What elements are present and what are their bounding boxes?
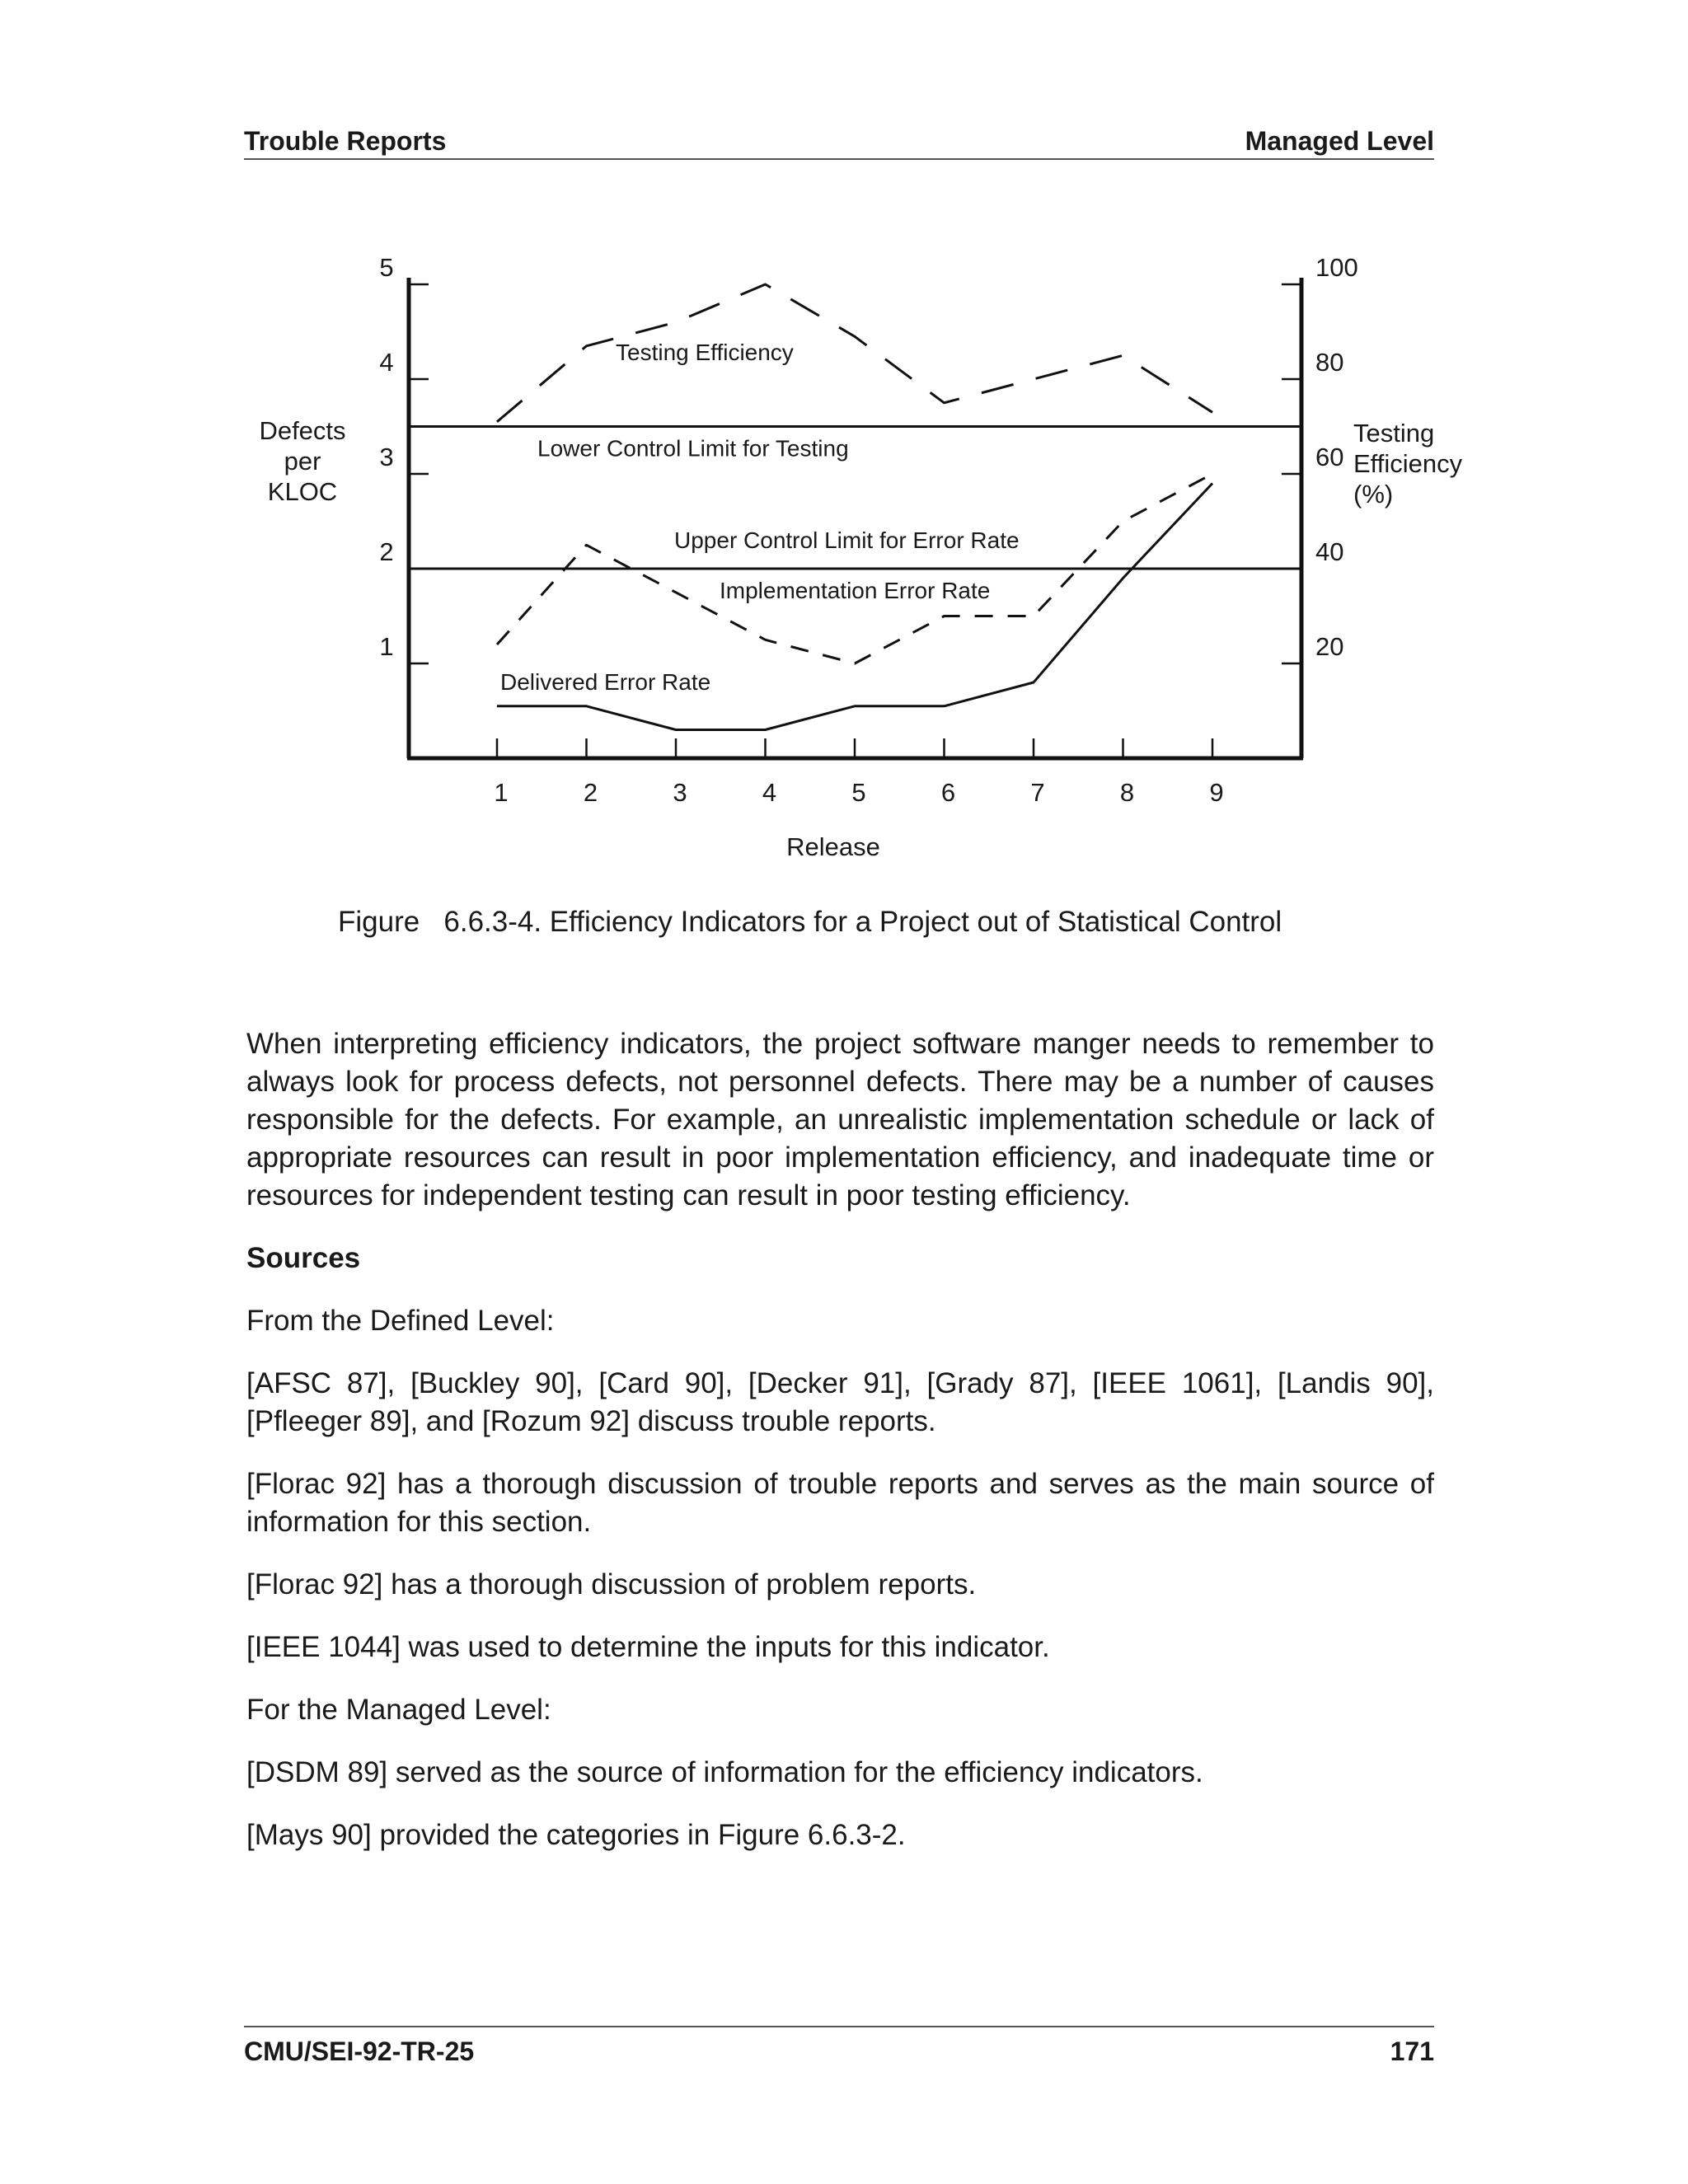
x-tick-label: 6 xyxy=(940,778,956,807)
figure-caption: Figure 6.6.3-4. Efficiency Indicators for a Project out of Statistical Control xyxy=(338,906,1282,938)
x-tick-label: 4 xyxy=(762,778,777,807)
implementation-error-rate-label: Implementation Error Rate xyxy=(720,578,991,603)
y-tick-label-left: 5 xyxy=(379,253,394,282)
page-number: 171 xyxy=(1390,2036,1434,2066)
x-tick-label: 2 xyxy=(583,778,598,807)
defined-level-label: From the Defined Level: xyxy=(246,1305,555,1337)
upper-control-limit-label: Upper Control Limit for Error Rate xyxy=(674,527,1020,553)
chart-labels xyxy=(259,253,1462,861)
y-tick-label-right: 20 xyxy=(1315,632,1344,661)
y-axis-title-left-line: KLOC xyxy=(267,477,338,506)
x-tick-label: 1 xyxy=(494,778,509,807)
page-header xyxy=(244,124,1434,160)
report-number: CMU/SEI-92-TR-25 xyxy=(244,2036,475,2066)
reference-paragraph: [IEEE 1044] was used to determine the inputs for this indicator. xyxy=(246,1631,1050,1663)
y-axis-title-right-line: (%) xyxy=(1353,480,1394,509)
x-tick-label: 8 xyxy=(1119,778,1135,807)
y-tick-label-right: 40 xyxy=(1315,537,1344,566)
header-section-title: Trouble Reports xyxy=(244,126,447,156)
reference-paragraph: [AFSC 87], [Buckley 90], [Card 90], [Decker 91], [Grady 87], [IEEE 1061], [Landis 90], [Pfleeger 89], and [Rozum 92] discuss trouble reports. xyxy=(246,1367,1434,1437)
y-axis-title-right-line: Efficiency xyxy=(1353,449,1463,478)
reference-paragraph: [DSDM 89] served as the source of information for the efficiency indicators. xyxy=(246,1756,1203,1788)
body-text xyxy=(246,1025,1434,1879)
y-axis-title-left-line: per xyxy=(284,447,321,476)
y-axis-title-right-line: Testing xyxy=(1353,419,1435,448)
y-tick-label-left: 1 xyxy=(379,632,394,661)
y-axis-title-left-line: Defects xyxy=(259,416,346,445)
testing-efficiency-label: Testing Efficiency xyxy=(616,340,794,365)
x-tick-label: 7 xyxy=(1030,778,1045,807)
testing-efficiency-line xyxy=(497,284,1212,422)
y-tick-label-left: 2 xyxy=(379,537,394,566)
x-axis-title: Release xyxy=(786,832,880,861)
paragraph-interpretation: When interpreting efficiency indicators, the project software manger needs to remember to always look for process defects, not personnel defects. There may be a number of causes responsible for the defects. For example, an unrealistic implementation schedule or lack of appropriate resources can result in poor implementation efficiency, and inadequate time or resources for independent testing can result in poor testing efficiency. xyxy=(246,1028,1434,1212)
y-tick-label-right: 80 xyxy=(1315,348,1344,377)
managed-level-label: For the Managed Level: xyxy=(246,1694,551,1726)
x-tick-label: 3 xyxy=(673,778,687,807)
page-footer xyxy=(244,2026,1434,2085)
reference-paragraph: [Florac 92] has a thorough discussion of trouble reports and serves as the main source of information for this section. xyxy=(246,1468,1434,1538)
chart-series xyxy=(497,284,1212,730)
efficiency-chart xyxy=(244,247,1480,882)
delivered-error-rate-label: Delivered Error Rate xyxy=(500,669,711,695)
x-tick-label: 5 xyxy=(851,778,866,807)
header-level-title: Managed Level xyxy=(1245,126,1434,156)
y-tick-label-right: 60 xyxy=(1315,443,1344,471)
x-tick-label: 9 xyxy=(1209,778,1224,807)
lower-control-limit-label: Lower Control Limit for Testing xyxy=(537,435,849,462)
y-tick-label-left: 4 xyxy=(379,348,394,377)
reference-paragraph: [Florac 92] has a thorough discussion of problem reports. xyxy=(246,1568,977,1601)
y-tick-label-left: 3 xyxy=(379,443,394,471)
efficiency-chart-figure xyxy=(244,247,1480,882)
y-tick-label-right: 100 xyxy=(1315,253,1358,282)
sources-heading: Sources xyxy=(246,1242,361,1274)
reference-paragraph: [Mays 90] provided the categories in Figure 6.6.3-2. xyxy=(246,1819,906,1851)
